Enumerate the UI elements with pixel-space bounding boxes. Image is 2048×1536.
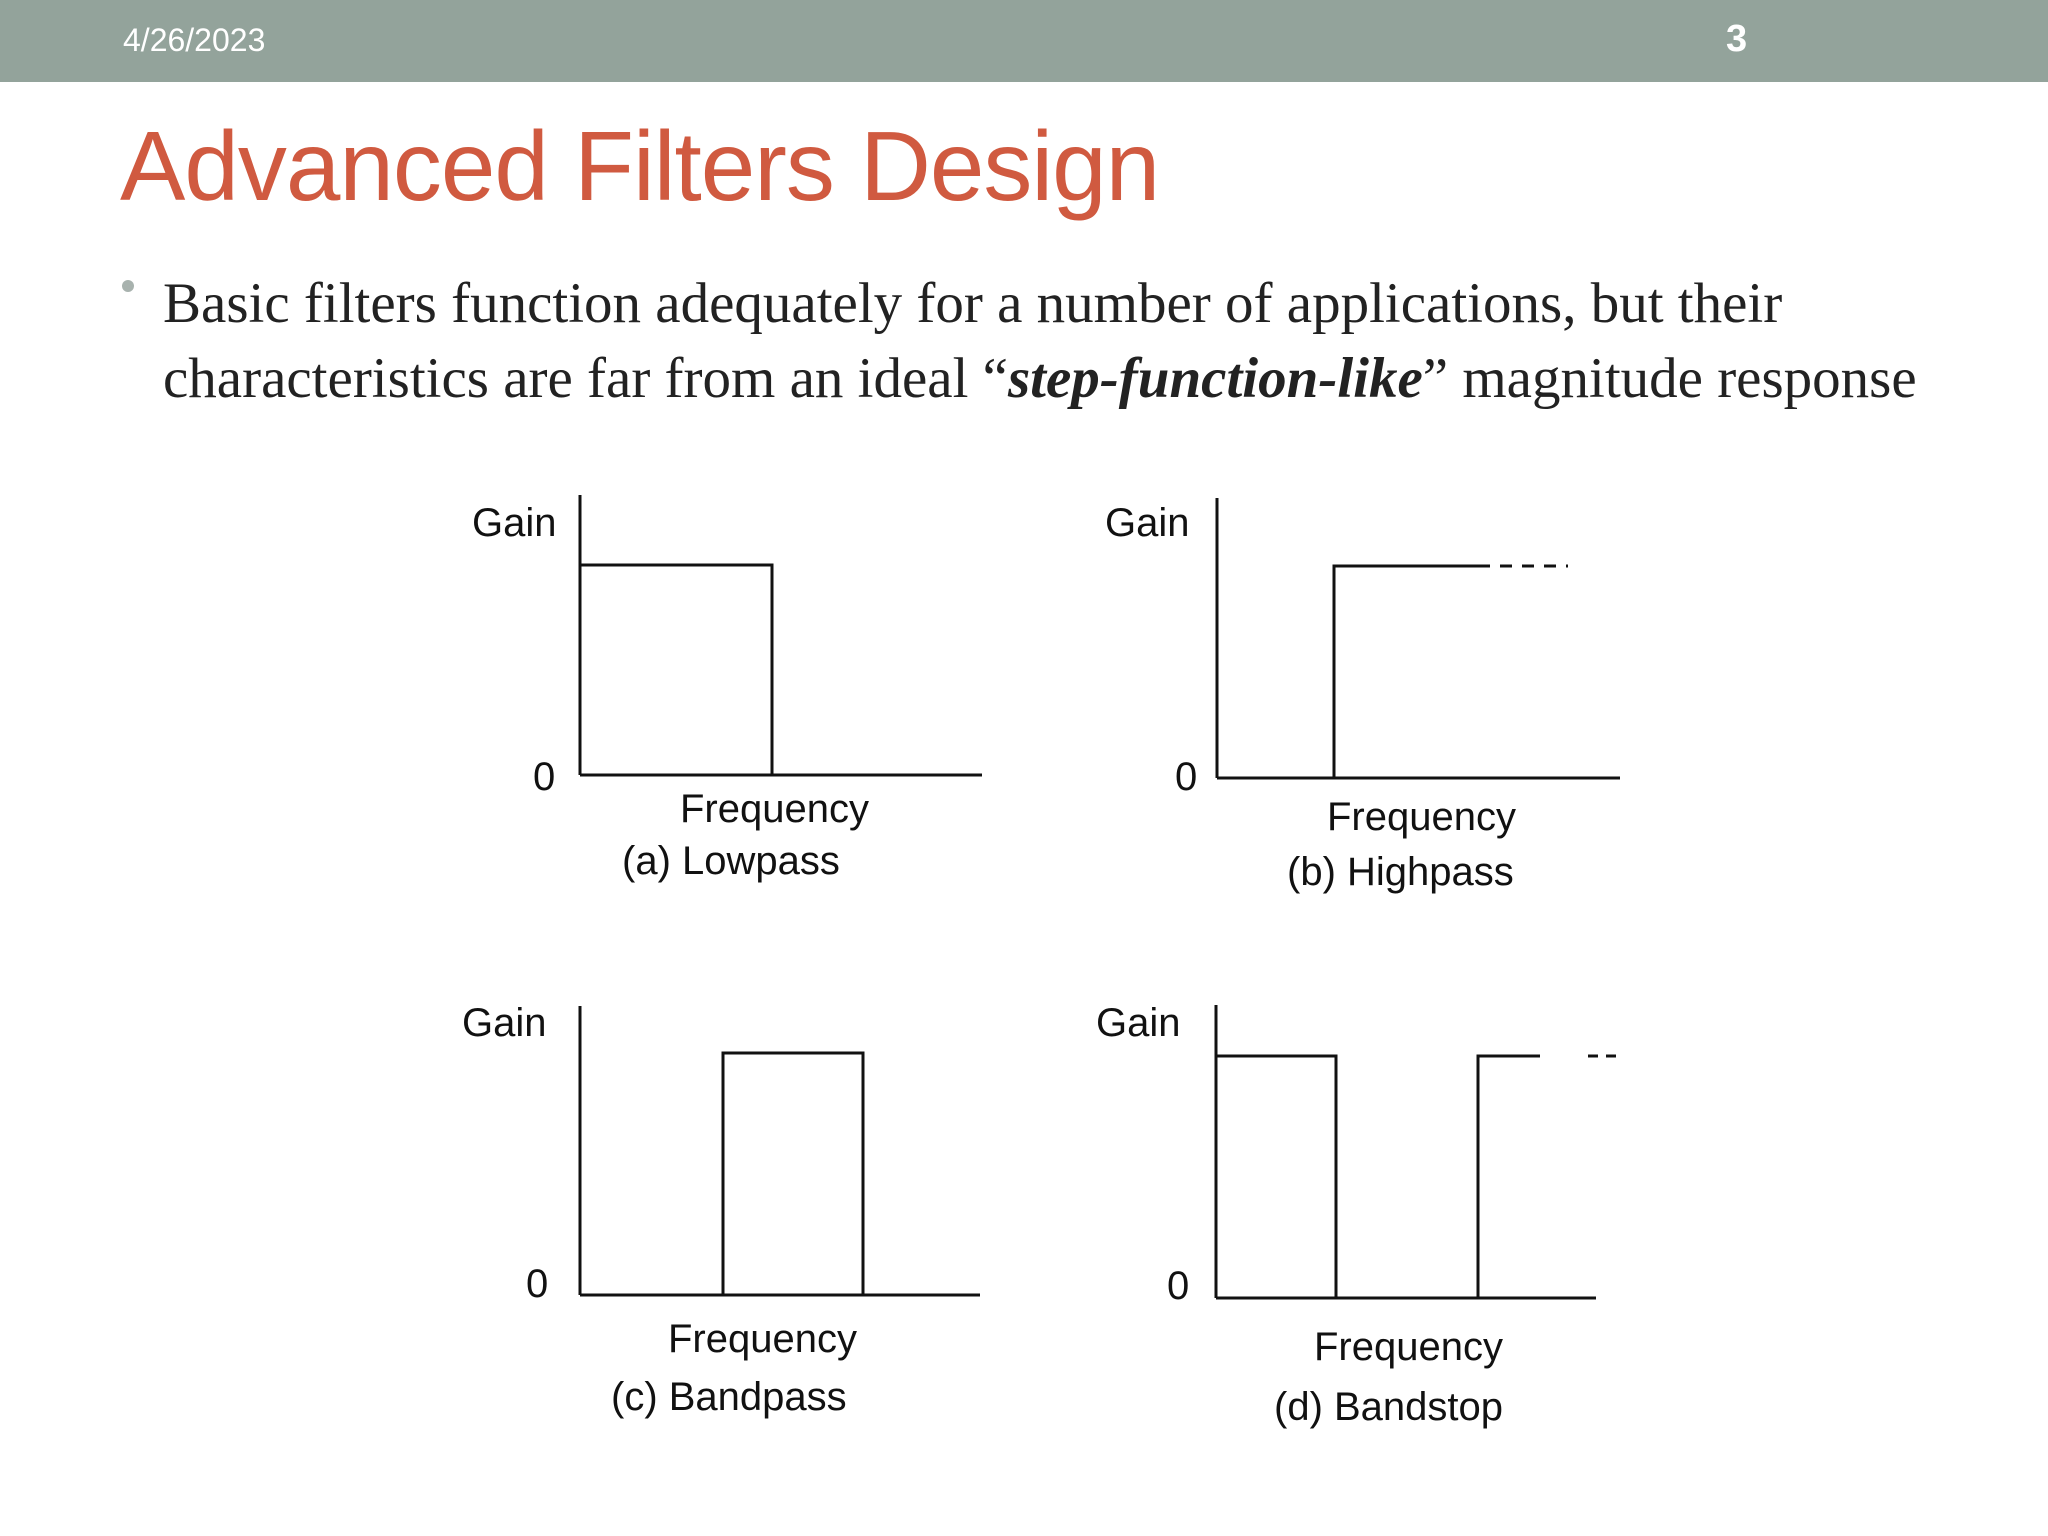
panel-highpass <box>1105 498 1620 894</box>
slide-title: Advanced Filters Design <box>120 111 1160 221</box>
panel-b-gain-label: Gain <box>1105 501 1190 545</box>
panel-bandpass <box>462 1001 980 1419</box>
slide-date: 4/26/2023 <box>123 22 266 58</box>
panel-d-response-curve <box>1216 1056 1540 1298</box>
panel-a-zero-label: 0 <box>533 755 556 799</box>
panel-c-frequency-label: Frequency <box>668 1317 857 1361</box>
panel-lowpass <box>472 495 982 883</box>
panel-d-caption: (d) Bandstop <box>1274 1385 1504 1429</box>
bullet-text-before: Basic filters function adequately for a number of applications, but their characteristics are far from an ideal “ <box>163 272 1783 410</box>
slide-number: 3 <box>1726 18 1748 60</box>
panel-c-caption: (c) Bandpass <box>611 1375 847 1419</box>
bullet-emphasis: step-function-like <box>1007 347 1423 410</box>
panel-a-gain-label: Gain <box>472 501 557 545</box>
panel-b-caption: (b) Highpass <box>1287 850 1514 894</box>
panel-c-zero-label: 0 <box>526 1262 549 1306</box>
panel-b-zero-label: 0 <box>1175 755 1198 799</box>
panel-bandstop <box>1096 1001 1622 1429</box>
panel-d-frequency-label: Frequency <box>1314 1325 1503 1369</box>
panel-a-response-curve <box>580 565 772 775</box>
panel-a-frequency-label: Frequency <box>680 787 869 831</box>
panel-b-response-curve <box>1334 566 1478 778</box>
panel-d-zero-label: 0 <box>1167 1264 1190 1308</box>
bullet-text-after: ” magnitude response <box>1422 347 1917 410</box>
panel-d-gain-label: Gain <box>1096 1001 1181 1045</box>
panel-a-caption: (a) Lowpass <box>622 839 840 883</box>
panel-c-response-curve <box>723 1053 863 1295</box>
panel-b-frequency-label: Frequency <box>1327 795 1516 839</box>
panel-c-gain-label: Gain <box>462 1001 547 1045</box>
